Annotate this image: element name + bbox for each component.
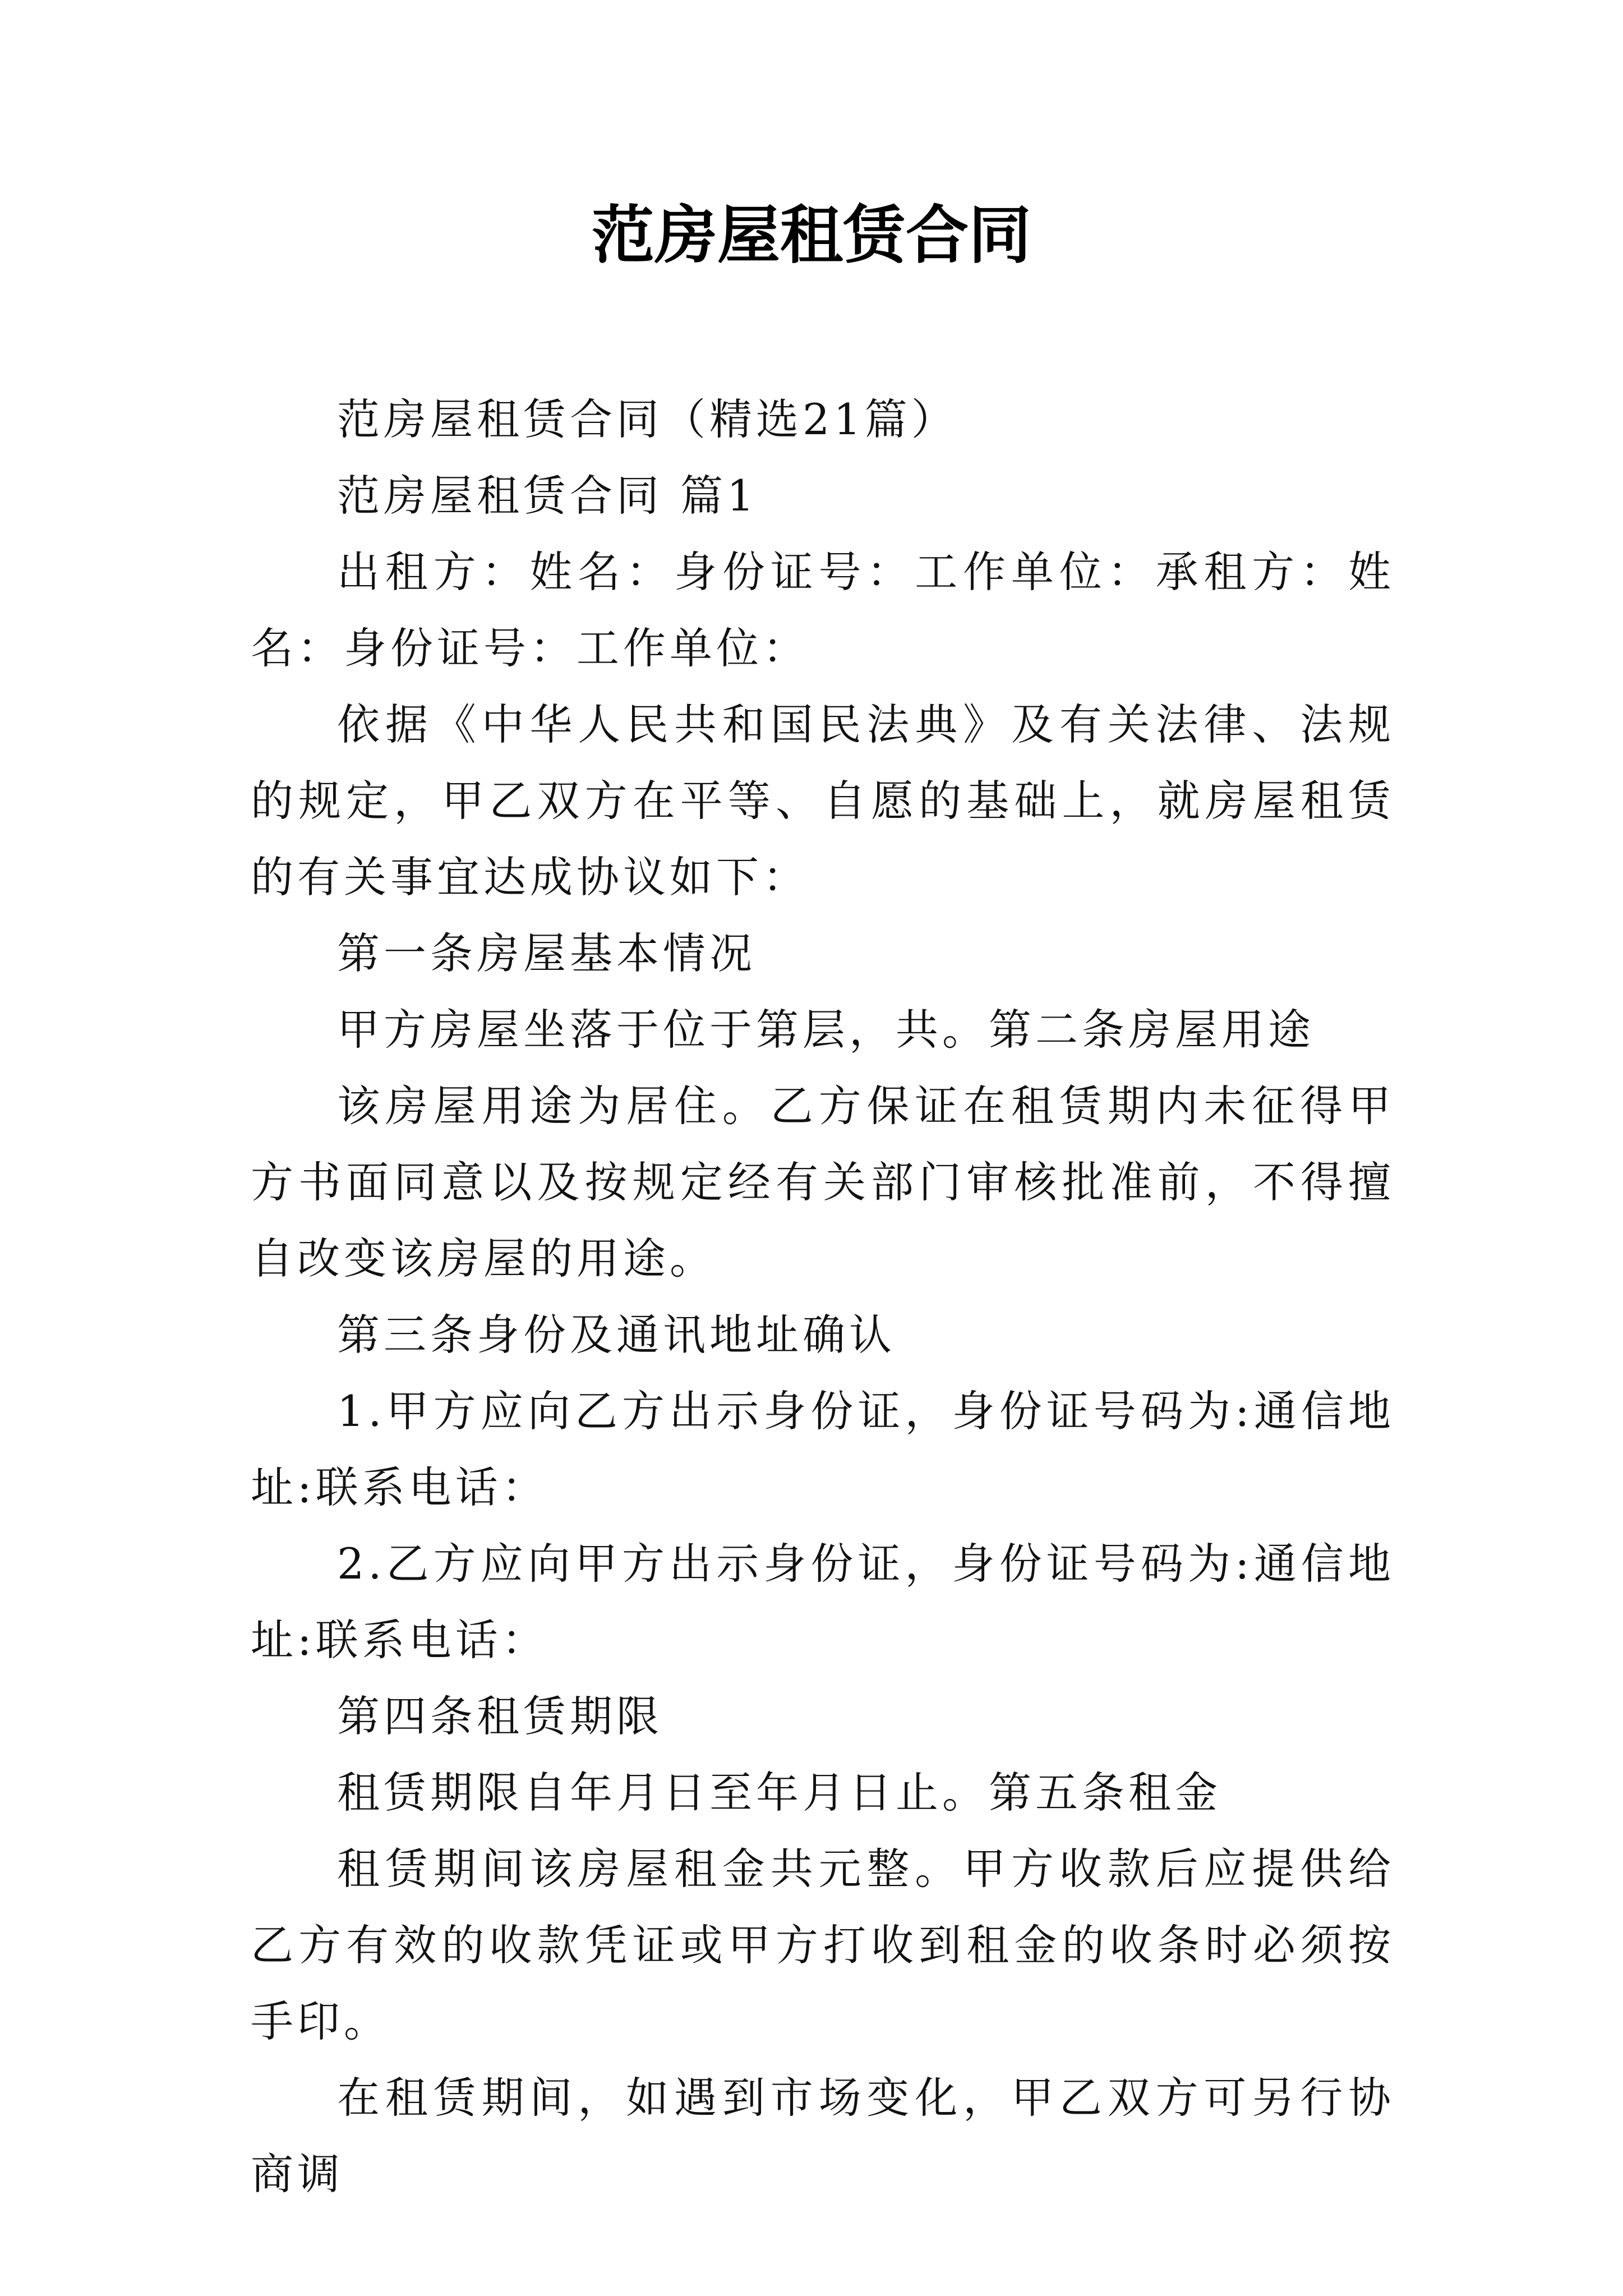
document-title: 范房屋租赁合同 — [592, 199, 1031, 272]
document-body — [251, 381, 1395, 2212]
paragraph: 范房屋租赁合同 篇1 — [337, 471, 758, 521]
paragraph: 租赁期限自年月日至年月日止。第五条租金 — [337, 1768, 1221, 1818]
paragraph: 甲方房屋坐落于位于第层，共。第二条房屋用途 — [337, 1005, 1315, 1055]
paragraph: 范房屋租赁合同（精选21篇） — [337, 394, 958, 444]
paragraph: 2.乙方应向甲方出示身份证，身份证号码为:通信地址:联系电话： — [251, 1539, 1395, 1665]
paragraph: 租赁期间该房屋租金共元整。甲方收款后应提供给乙方有效的收款凭证或甲方打收到租金的收条时必须按手印。 — [251, 1844, 1395, 2046]
paragraph: 1.甲方应向乙方出示身份证，身份证号码为:通信地址:联系电话： — [251, 1386, 1395, 1512]
paragraph: 在租赁期间，如遇到市场变化，甲乙双方可另行协商调 — [251, 2073, 1395, 2199]
paragraph: 该房屋用途为居住。乙方保证在租赁期内未征得甲方书面同意以及按规定经有关部门审核批准前，不得擅自改变该房屋的用途。 — [251, 1081, 1395, 1283]
paragraph: 第一条房屋基本情况 — [337, 928, 756, 978]
paragraph: 第四条租赁期限 — [337, 1691, 663, 1741]
paragraph: 第三条身份及通讯地址确认 — [337, 1310, 896, 1360]
paragraph: 出租方：姓名：身份证号：工作单位：承租方：姓名：身份证号：工作单位： — [251, 547, 1395, 673]
paragraph: 依据《中华人民共和国民法典》及有关法律、法规的规定，甲乙双方在平等、自愿的基础上，就房屋租赁的有关事宜达成协议如下： — [251, 700, 1395, 902]
